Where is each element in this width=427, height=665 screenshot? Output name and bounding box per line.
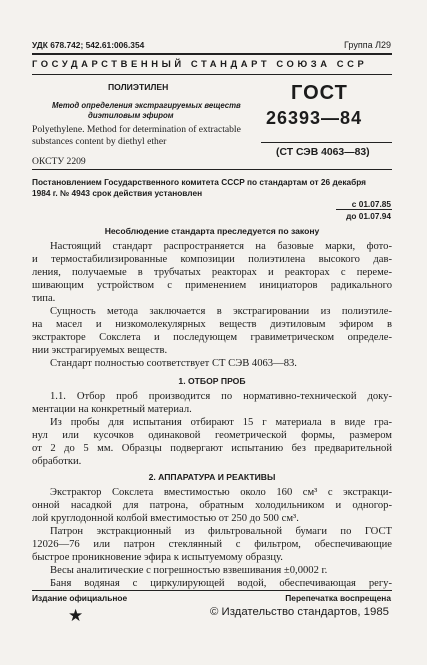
text-line: обработки. bbox=[32, 456, 82, 467]
intro-paragraph-1 bbox=[32, 240, 392, 305]
section-1-heading: 1. ОТБОР ПРОБ bbox=[178, 376, 246, 386]
method-title-ru-line2: диэтиловым эфиром bbox=[88, 111, 174, 120]
top-rule bbox=[32, 53, 392, 55]
section-2-paragraph-2 bbox=[32, 525, 392, 564]
text-line: и термостабилизированные композиции полиэтилена высокого дав- bbox=[32, 254, 392, 265]
decree-line1: Постановлением Государственного комитета СССР по стандартам от 26 декабря bbox=[32, 177, 367, 187]
text-line: Настоящий стандарт распространяется на базовые марки, фото- bbox=[50, 241, 392, 252]
text-line: быстрое проникновение эфира к испытуемому образцу. bbox=[32, 552, 283, 563]
copyright-notice: © Издательство стандартов, 1985 bbox=[209, 606, 389, 618]
gost-label: ГОСТ bbox=[291, 82, 348, 104]
method-title-en-line2: substances content by diethyl ether bbox=[32, 136, 167, 147]
law-notice: Несоблюдение стандарта преследуется по закону bbox=[104, 226, 320, 236]
intro-paragraph-3 bbox=[32, 357, 392, 370]
text-line: нул или кусочков одинаковой геометрической формы, размером bbox=[32, 430, 392, 441]
text-line: лой круглодонной колбой вместимостью от 250 до 500 см³. bbox=[32, 513, 299, 524]
text-line: нии экстрагируемых веществ. bbox=[32, 345, 168, 356]
validity-from: с 01.07.85 bbox=[351, 199, 391, 209]
st-sev-reference: (СТ СЭВ 4063—83) bbox=[276, 147, 370, 158]
text-line: 1.1. Отбор проб производится по нормативно-технической доку- bbox=[50, 391, 392, 402]
text-line: Весы аналитические с погрешностью взвешивания ±0,0002 г. bbox=[50, 565, 328, 576]
text-line: Сущность метода заключается в экстрагировании из полиэтиле- bbox=[50, 306, 392, 317]
text-line: шивающим устройством с применением инициаторов радикального bbox=[32, 280, 392, 291]
method-title-ru-line1: Метод определения экстрагируемых веществ bbox=[52, 101, 241, 110]
decree-line2: 1984 г. № 4943 срок действия установлен bbox=[32, 188, 203, 198]
gost-box-rule bbox=[261, 142, 392, 143]
udk-code: УДК 678.742; 542.61:006.354 bbox=[32, 40, 145, 50]
text-line: ления, получаемые в трубчатых реакторах и реакторах с переме- bbox=[32, 267, 392, 278]
text-line: Стандарт полностью соответствует СТ СЭВ 4063—83. bbox=[50, 358, 297, 369]
intro-paragraph-2 bbox=[32, 305, 392, 357]
text-line: на масел и низкомолекулярных веществ диэтиловым эфиром в bbox=[32, 319, 392, 330]
product-title: ПОЛИЭТИЛЕН bbox=[108, 82, 169, 92]
section-1-paragraph-2 bbox=[32, 416, 392, 468]
group-code: Группа Л29 bbox=[344, 40, 391, 50]
star-icon: ★ bbox=[68, 606, 84, 625]
section-2-paragraph-4 bbox=[32, 577, 392, 590]
section-2-paragraph-3 bbox=[32, 564, 392, 577]
gost-number: 26393—84 bbox=[266, 108, 363, 128]
section-2-paragraph-1 bbox=[32, 486, 392, 525]
footer-rule bbox=[32, 590, 392, 591]
section-1-paragraph-1 bbox=[32, 390, 392, 416]
validity-rule bbox=[336, 209, 392, 210]
text-line: Баня водяная с циркулирующей водой, обеспечивающая регу- bbox=[50, 578, 392, 589]
standard-banner: ГОСУДАРСТВЕННЫЙ СТАНДАРТ СОЮЗА ССР bbox=[32, 58, 368, 69]
text-line: 12026—76 или патрон стеклянный с фильтром, обеспечивающие bbox=[32, 539, 392, 550]
banner-rule bbox=[32, 74, 392, 75]
text-line: типа. bbox=[32, 293, 56, 304]
validity-to: до 01.07.94 bbox=[346, 211, 391, 221]
text-line: экстракторе Сокслета и последующем гравиметрическом определе- bbox=[32, 332, 392, 343]
okstu-code: ОКСТУ 2209 bbox=[32, 156, 86, 167]
text-line: ментации на конкретный материал. bbox=[32, 404, 192, 415]
text-line: Экстрактор Сокслета вместимостью около 160 см³ с экстракци- bbox=[50, 487, 392, 498]
method-title-en-line1: Polyethylene. Method for determination of extractable bbox=[32, 124, 241, 135]
reprint-prohibited: Перепечатка воспрещена bbox=[285, 593, 391, 603]
text-line: Из пробы для испытания отбирают 15 г материала в виде гра- bbox=[50, 417, 392, 428]
text-line: от 2 до 5 мм. Образцы подвергают испытанию без предварительной bbox=[32, 443, 392, 454]
text-line: Патрон экстракционный из фильтровальной бумаги по ГОСТ bbox=[50, 526, 392, 537]
text-line: онной насадкой для патрона, обратным холодильником и одногор- bbox=[32, 500, 392, 511]
official-edition: Издание официальное bbox=[32, 593, 128, 603]
section-2-heading: 2. АППАРАТУРА И РЕАКТИВЫ bbox=[148, 472, 276, 482]
title-bottom-rule bbox=[32, 169, 392, 170]
